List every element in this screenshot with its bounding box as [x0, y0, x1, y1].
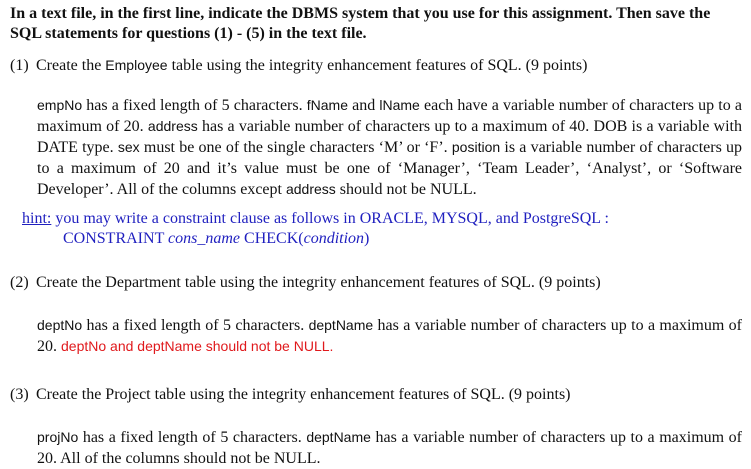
question-2-null-note: deptNo and deptName should not be NULL. [61, 338, 334, 354]
question-1-body-text: and [347, 97, 380, 114]
question-1-body-text: has a fixed length of 5 characters. [82, 97, 307, 114]
question-2-body-text: has a variable number of characters up to a maximum of 20. [37, 317, 742, 355]
hint-line-2 [22, 229, 722, 249]
question-1-body-text: must be one of the single characters ‘M’ or ‘F’. [139, 139, 452, 156]
question-1-heading [10, 55, 745, 76]
question-1-table-name: Employee [105, 57, 168, 73]
question-1-body-text: each have a variable number of characters up to a maximum of 20. [37, 97, 742, 135]
field-address: address [147, 118, 198, 134]
field-projno: projNo [37, 429, 79, 445]
field-deptname: deptName [306, 429, 371, 445]
question-2-body-text: has a fixed length of 5 characters. [82, 317, 309, 334]
hint-constraint-keyword: CONSTRAINT [63, 230, 169, 247]
question-1-body [37, 95, 742, 200]
hint-label: hint: [22, 210, 52, 227]
question-2-number: (2) [10, 274, 29, 291]
question-1-text-c: table using the integrity enhancement features of SQL. (9 points) [167, 57, 588, 74]
question-1-body-text: should not be NULL. [335, 181, 477, 198]
hint-block [22, 209, 722, 249]
field-address: address [285, 181, 336, 197]
question-3-heading [10, 385, 745, 405]
field-lname: lName [379, 97, 420, 113]
hint-line-1 [22, 209, 722, 229]
question-2-heading [10, 273, 745, 293]
field-fname: fName [306, 97, 348, 113]
field-sex: sex [117, 139, 140, 155]
question-3-number: (3) [10, 386, 29, 403]
hint-condition: condition [303, 230, 365, 247]
question-3-body-text: has a variable number of characters up to a maximum of 20. All of the columns should not be NULL. [37, 429, 743, 467]
question-2-text: Create the Department table using the integrity enhancement features of SQL. (9 points) [36, 274, 601, 291]
field-empno: empNo [37, 97, 83, 113]
question-1-body-text: is a variable number of characters up to a maximum of 20 and it’s value must be one of ‘Manager’, ‘Team Leader’, ‘Analyst’, or ‘Software Developer’. All of the columns except [37, 139, 743, 198]
field-deptno: deptNo [37, 317, 83, 333]
hint-text: you may write a constraint clause as follows in ORACLE, MYSQL, and PostgreSQL : [51, 210, 609, 227]
question-1-number: (1) [10, 57, 29, 74]
hint-cons-name: cons_name [168, 230, 241, 247]
hint-close-paren: ) [364, 230, 370, 247]
question-3-body-text: has a fixed length of 5 characters. [78, 429, 307, 446]
question-1-body-text: has a variable number of characters up to a maximum of 40. DOB is a variable with DATE type. [37, 118, 742, 156]
question-3-body [37, 427, 742, 469]
question-3-text: Create the Project table using the integrity enhancement features of SQL. (9 points) [36, 386, 571, 403]
question-1-text-a: Create the [36, 57, 106, 74]
instructions-intro: In a text file, in the first line, indicate the DBMS system that you use for this assignment. Then save the SQL statements for questions (1) - (5) in the text file. [10, 5, 711, 42]
field-position: position [451, 139, 501, 155]
field-deptname: deptName [308, 317, 374, 333]
hint-check-keyword: CHECK( [240, 230, 304, 247]
question-2-body [37, 315, 742, 357]
